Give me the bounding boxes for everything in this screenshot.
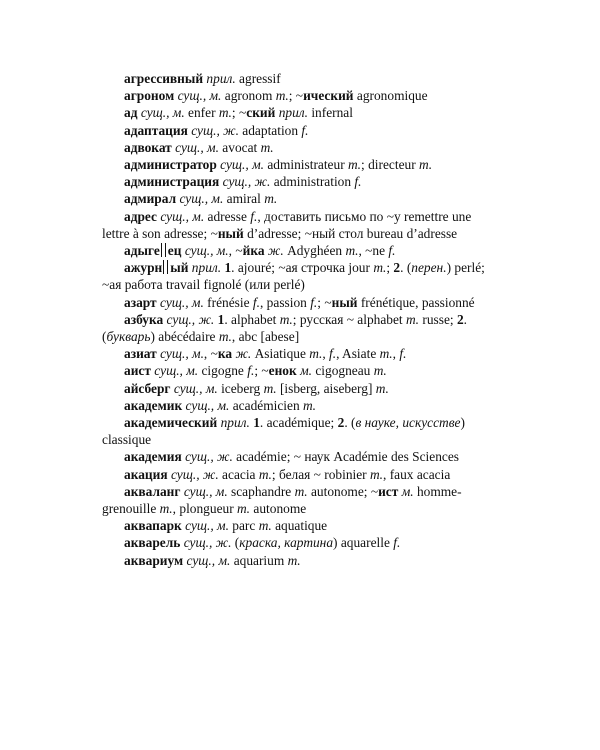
entry-text: ; белая ~ robinier [271,466,370,482]
headword: акварель [124,535,181,551]
sense-number: 2 [337,415,345,431]
entry-text: ; ~ [288,88,304,104]
stem-separator [163,260,168,274]
grammar-label: m. [260,139,274,155]
headword: акваланг [124,483,181,499]
entry-text: académie; ~ наук Académie des Sciences [232,449,460,465]
grammar-label: f. [393,535,401,551]
grammar-label: f. [399,346,407,362]
entry-text: adaptation [238,122,302,138]
headword: ка [217,346,233,362]
grammar-label: m. [375,380,389,396]
grammar-label: m. [294,483,308,499]
entry-text: , passion [259,294,311,310]
entry-text: scaphandre [227,483,295,499]
sense-number: 2 [393,260,401,276]
headword: ец [167,243,182,259]
dictionary-entry [102,259,502,293]
entry-text: , [392,346,400,362]
headword: академия [124,449,182,465]
entry-text: Asiatique [251,346,310,362]
entry-text: enfer [184,105,219,121]
dictionary-entry [102,466,502,483]
grammar-label: сущ., м. [160,346,204,362]
entry-text: . ajouré; ~ая строчка jour [231,260,374,276]
entry-text: . alphabet [224,311,280,327]
headword: ажурн [124,260,163,276]
grammar-label: m. [237,501,251,517]
dictionary-entry [102,139,502,156]
grammar-label: m. [406,311,420,327]
grammar-label: сущ., м. [159,294,204,310]
entry-text: ; [386,260,394,276]
entry-text: parc [228,518,259,534]
entry-text: ; ~ [254,363,269,379]
grammar-label: m. [258,518,272,534]
grammar-label: м. [300,363,312,379]
italic-note: в науке, искусстве [355,415,461,431]
grammar-label: m. [159,501,173,517]
dictionary-entry [102,70,502,87]
headword: ский [246,105,276,121]
entry-text: administrateur [263,157,349,173]
grammar-label: сущ., м. [183,483,228,499]
entry-text: ) perlé; ~ая работа travail fignolé (или perlé) [102,260,485,293]
sense-number: 1 [217,311,225,327]
headword: адаптация [124,122,188,138]
entry-text: ( [231,535,240,551]
entry-text: ; directeur [361,157,420,173]
sense-number: 1 [253,415,260,431]
entry-text: homme-grenouille [102,483,462,517]
entry-text: aquarium [230,552,288,568]
entry-text: . académique; [259,415,338,431]
grammar-label: сущ., м. [185,518,229,534]
dictionary-entry [102,552,502,569]
headword: азиат [124,346,157,362]
headword: адыге [124,243,160,259]
entry-text: infernal [307,105,353,121]
headword: ный [217,225,244,241]
dictionary-entry [102,294,502,311]
grammar-label: f. [250,208,258,224]
entry-text: agronomique [353,88,428,104]
grammar-label: сущ., м. [177,88,222,104]
entry-text: autonome [250,501,307,517]
entry-text: . ( [400,260,412,276]
headword: аист [124,363,151,379]
entry-text: acacia [218,466,259,482]
dictionary-entry [102,414,502,448]
grammar-label: сущ., ж. [166,311,215,327]
grammar-label: м. [401,483,414,499]
entry-text: iceberg [217,380,264,396]
entry-text: . ( [344,415,356,431]
grammar-label: сущ., м. [186,552,231,568]
dictionary-entry [102,483,502,517]
grammar-label: m. [309,346,323,362]
entry-text: agronom [221,88,276,104]
entry-text: administration [270,174,355,190]
grammar-label: сущ., ж. [185,449,233,465]
grammar-label: m. [287,552,301,568]
sense-number: 2 [456,311,464,327]
grammar-label: сущ., м. [220,157,264,173]
entry-text: avocat [218,139,261,155]
headword: адмирал [124,191,177,207]
dictionary-entry [102,380,502,397]
dictionary-entry [102,362,502,379]
dictionary-entry [102,517,502,534]
grammar-label: m. [369,466,384,482]
grammar-label: f. [354,174,362,190]
entry-text: , ~ [203,346,218,362]
entry-text: ) abécédaire [150,329,219,345]
entry-text: ) classique [102,415,465,448]
headword: айсберг [124,380,171,396]
entry-text: , Asiate [336,346,380,362]
dictionary-entry [102,104,502,121]
dictionary-entry [102,208,502,242]
grammar-label: m. [373,260,387,276]
grammar-label: прил. [191,260,222,276]
grammar-label: f. [329,346,337,362]
entry-text: aquatique [271,518,328,534]
grammar-label: m. [264,191,278,207]
grammar-label: ж. [267,243,284,259]
grammar-label: f. [388,243,396,259]
headword: ист [378,483,399,499]
dictionary-entry [102,448,502,465]
grammar-label: m. [258,466,272,482]
grammar-label: сущ., м. [160,208,205,224]
headword: академик [124,397,183,413]
entry-text: , faux acacia [383,466,451,482]
grammar-label: m. [419,157,433,173]
headword: адрес [124,208,157,224]
entry-text: cigogne [198,363,248,379]
headword: ный [331,294,358,310]
grammar-label: f. [252,294,260,310]
headword: енок [268,363,297,379]
entry-text: , plongueur [172,501,238,517]
entry-text: frénétique, passionné [357,294,475,310]
dictionary-entry [102,534,502,551]
entry-text: cigogneau [311,363,374,379]
entry-text: adresse [204,208,251,224]
dictionary-entry [102,190,502,207]
grammar-label: сущ., ж. [170,466,219,482]
grammar-label: m. [218,329,232,345]
headword: ый [170,260,189,276]
headword: администрация [124,174,220,190]
italic-note: краска, картина [239,535,334,551]
dictionary-entry [102,311,502,345]
dictionary-entry [102,87,502,104]
grammar-label: сущ., ж. [183,535,232,551]
headword: аквапарк [124,518,182,534]
grammar-label: сущ., ж. [191,122,239,138]
grammar-label: f. [247,363,255,379]
italic-note: букварь [106,329,151,345]
headword: ический [303,88,354,104]
headword: азарт [124,294,157,310]
dictionary-entry [102,156,502,173]
grammar-label: f. [310,294,318,310]
grammar-label: сущ., м. [173,380,218,396]
grammar-label: сущ., м. [175,139,219,155]
grammar-label: m. [379,346,393,362]
entry-text: , ~ [228,243,243,259]
entry-text: amiral [223,191,265,207]
headword: агроном [124,88,175,104]
headword: азбука [124,311,164,327]
entry-text: , [322,346,330,362]
grammar-label: прил. [278,105,308,121]
dictionary-page [102,70,502,569]
dictionary-entry [102,122,502,139]
dictionary-entry [102,397,502,414]
headword: академический [124,415,218,431]
grammar-label: m. [218,105,232,121]
entry-text: , ~ne [358,243,389,259]
entry-text: ; русская ~ alphabet [292,311,406,327]
grammar-label: прил. [220,415,250,431]
entry-text: ) aquarelle [333,535,394,551]
entry-text: agressif [235,71,281,86]
entry-text: russe; [419,311,457,327]
entry-text: , доставить письмо по ~у remettre une lettre à son adresse; ~ [102,208,472,241]
grammar-label: сущ., м. [154,363,199,379]
entry-text: ; ~ [231,105,247,121]
headword: ад [124,105,138,121]
headword: йка [242,243,265,259]
headword: аквариум [124,552,184,568]
grammar-label: m. [373,363,387,379]
entry-text: ; ~ [317,294,332,310]
headword: акация [124,466,168,482]
grammar-label: прил. [206,71,236,86]
entry-text: académicien [229,397,303,413]
dictionary-entry [102,173,502,190]
entry-text: autonome; ~ [307,483,379,499]
grammar-label: сущ., ж. [222,174,271,190]
headword: адвокат [124,139,172,155]
headword: администратор [124,157,217,173]
stem-separator [161,243,166,257]
headword: агрессивный [124,71,204,86]
sense-number: 1 [224,260,232,276]
grammar-label: сущ., м. [185,397,230,413]
grammar-label: m. [279,311,293,327]
entry-text: , abc [abese] [231,329,300,345]
grammar-label: m. [348,157,362,173]
entry-text: d’adresse; ~ный стол bureau d’adresse [243,225,458,241]
entry-text: [isberg, aiseberg] [276,380,376,396]
dictionary-entry [102,345,502,362]
grammar-label: сущ., м. [179,191,224,207]
grammar-label: m. [303,397,317,413]
grammar-label: сущ., м. [184,243,229,259]
grammar-label: f. [301,122,309,138]
entry-text: Adyghéen [283,243,346,259]
italic-note: перен. [411,260,447,276]
grammar-label: m. [263,380,277,396]
dictionary-entry [102,242,502,259]
grammar-label: m. [275,88,289,104]
entry-text: . ( [102,311,468,345]
grammar-label: m. [345,243,359,259]
entry-text: frénésie [203,294,253,310]
grammar-label: ж. [235,346,252,362]
grammar-label: сущ., м. [140,105,185,121]
